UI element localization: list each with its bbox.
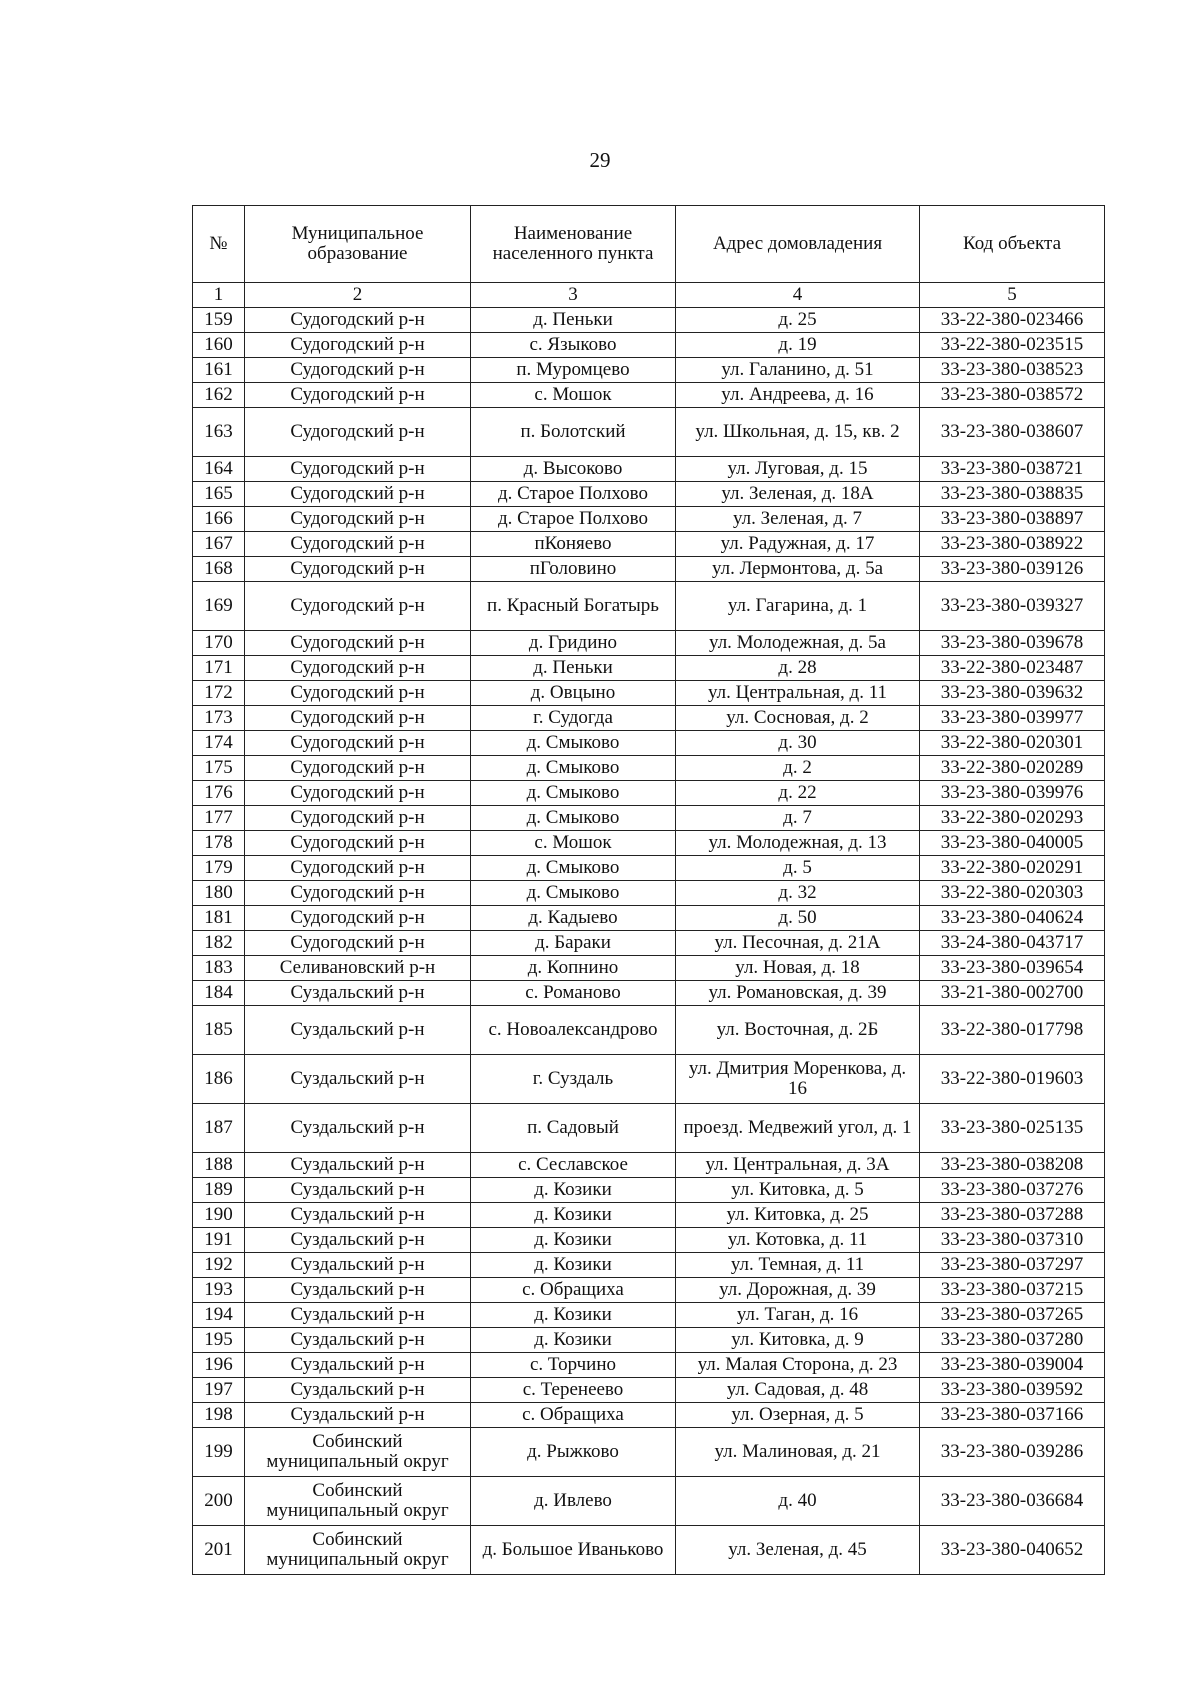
settlement-cell: г. Суздаль [471, 1055, 676, 1104]
address-cell: д. 7 [676, 806, 920, 831]
row-number: 191 [193, 1228, 245, 1253]
settlement-cell: д. Козики [471, 1328, 676, 1353]
settlement-cell: пГоловино [471, 557, 676, 582]
settlement-cell: д. Старое Полхово [471, 507, 676, 532]
table-row [193, 1253, 1105, 1278]
address-cell: проезд. Медвежий угол, д. 1 [676, 1104, 920, 1153]
row-number: 175 [193, 756, 245, 781]
municipality-cell: Суздальский р-н [245, 1303, 471, 1328]
settlement-cell: д. Козики [471, 1253, 676, 1278]
table-row [193, 1303, 1105, 1328]
table-row [193, 333, 1105, 358]
object-code-cell: 33-23-380-039977 [920, 706, 1105, 731]
column-number: 2 [245, 283, 471, 308]
object-code-cell: 33-23-380-039592 [920, 1378, 1105, 1403]
address-cell: ул. Дорожная, д. 39 [676, 1278, 920, 1303]
municipality-cell: Суздальский р-н [245, 981, 471, 1006]
object-code-cell: 33-23-380-038208 [920, 1153, 1105, 1178]
address-cell: ул. Сосновая, д. 2 [676, 706, 920, 731]
header-number: № [193, 206, 245, 283]
object-code-cell: 33-23-380-039327 [920, 582, 1105, 631]
row-number: 171 [193, 656, 245, 681]
row-number: 166 [193, 507, 245, 532]
object-code-cell: 33-23-380-036684 [920, 1477, 1105, 1526]
table-row [193, 1104, 1105, 1153]
row-number: 162 [193, 383, 245, 408]
object-code-cell: 33-23-380-039632 [920, 681, 1105, 706]
header-settlement: Наименование населенного пункта [471, 206, 676, 283]
object-code-cell: 33-21-380-002700 [920, 981, 1105, 1006]
object-code-cell: 33-22-380-023466 [920, 308, 1105, 333]
address-cell: ул. Китовка, д. 9 [676, 1328, 920, 1353]
table-row [193, 1153, 1105, 1178]
row-number: 169 [193, 582, 245, 631]
municipality-cell: Судогодский р-н [245, 731, 471, 756]
row-number: 159 [193, 308, 245, 333]
row-number: 170 [193, 631, 245, 656]
municipality-cell: Судогодский р-н [245, 333, 471, 358]
table-row [193, 457, 1105, 482]
row-number: 194 [193, 1303, 245, 1328]
municipality-cell: Суздальский р-н [245, 1228, 471, 1253]
municipality-cell: Суздальский р-н [245, 1153, 471, 1178]
table-row [193, 383, 1105, 408]
table-row [193, 756, 1105, 781]
settlement-cell: с. Романово [471, 981, 676, 1006]
municipality-cell: Суздальский р-н [245, 1006, 471, 1055]
municipality-cell: Судогодский р-н [245, 656, 471, 681]
row-number: 161 [193, 358, 245, 383]
settlement-cell: д. Овцыно [471, 681, 676, 706]
table-row [193, 408, 1105, 457]
object-code-cell: 33-23-380-037265 [920, 1303, 1105, 1328]
settlement-cell: с. Языково [471, 333, 676, 358]
municipality-cell: Судогодский р-н [245, 706, 471, 731]
row-number: 179 [193, 856, 245, 881]
object-code-cell: 33-23-380-038607 [920, 408, 1105, 457]
row-number: 190 [193, 1203, 245, 1228]
object-code-cell: 33-23-380-039126 [920, 557, 1105, 582]
row-number: 165 [193, 482, 245, 507]
object-code-cell: 33-22-380-020289 [920, 756, 1105, 781]
table-row [193, 532, 1105, 557]
column-number: 5 [920, 283, 1105, 308]
object-code-cell: 33-23-380-038922 [920, 532, 1105, 557]
address-cell: ул. Восточная, д. 2Б [676, 1006, 920, 1055]
table-row [193, 1178, 1105, 1203]
row-number: 185 [193, 1006, 245, 1055]
settlement-cell: с. Мошок [471, 383, 676, 408]
object-code-cell: 33-23-380-025135 [920, 1104, 1105, 1153]
address-cell: ул. Лермонтова, д. 5а [676, 557, 920, 582]
table-row [193, 358, 1105, 383]
row-number: 189 [193, 1178, 245, 1203]
table-row [193, 706, 1105, 731]
table-body [193, 308, 1105, 1575]
row-number: 201 [193, 1526, 245, 1575]
table-row [193, 881, 1105, 906]
table-row [193, 1526, 1105, 1575]
address-cell: ул. Таган, д. 16 [676, 1303, 920, 1328]
settlement-cell: д. Козики [471, 1228, 676, 1253]
object-code-cell: 33-23-380-038835 [920, 482, 1105, 507]
row-number: 193 [193, 1278, 245, 1303]
municipality-cell: Судогодский р-н [245, 457, 471, 482]
row-number: 172 [193, 681, 245, 706]
municipality-cell: Судогодский р-н [245, 408, 471, 457]
settlement-cell: с. Обращиха [471, 1403, 676, 1428]
municipality-cell: Судогодский р-н [245, 532, 471, 557]
row-number: 167 [193, 532, 245, 557]
table-row [193, 1378, 1105, 1403]
row-number: 176 [193, 781, 245, 806]
object-code-cell: 33-23-380-040652 [920, 1526, 1105, 1575]
row-number: 192 [193, 1253, 245, 1278]
row-number: 186 [193, 1055, 245, 1104]
address-cell: ул. Котовка, д. 11 [676, 1228, 920, 1253]
table-row [193, 1477, 1105, 1526]
address-cell: д. 28 [676, 656, 920, 681]
address-cell: ул. Зеленая, д. 45 [676, 1526, 920, 1575]
address-cell: д. 50 [676, 906, 920, 931]
municipality-cell: Судогодский р-н [245, 781, 471, 806]
row-number: 184 [193, 981, 245, 1006]
settlement-cell: д. Смыково [471, 806, 676, 831]
object-code-cell: 33-22-380-020301 [920, 731, 1105, 756]
table-row [193, 1428, 1105, 1477]
address-cell: ул. Зеленая, д. 18А [676, 482, 920, 507]
municipality-cell: Судогодский р-н [245, 856, 471, 881]
object-code-cell: 33-24-380-043717 [920, 931, 1105, 956]
row-number: 196 [193, 1353, 245, 1378]
settlement-cell: д. Смыково [471, 881, 676, 906]
table-row [193, 906, 1105, 931]
municipality-cell: Судогодский р-н [245, 308, 471, 333]
address-cell: ул. Центральная, д. 11 [676, 681, 920, 706]
settlement-cell: с. Торчино [471, 1353, 676, 1378]
address-cell: ул. Садовая, д. 48 [676, 1378, 920, 1403]
municipality-cell: Судогодский р-н [245, 806, 471, 831]
address-cell: ул. Малиновая, д. 21 [676, 1428, 920, 1477]
column-number-row [193, 283, 1105, 308]
municipality-cell: Селивановский р-н [245, 956, 471, 981]
municipality-cell: Суздальский р-н [245, 1353, 471, 1378]
row-number: 181 [193, 906, 245, 931]
row-number: 168 [193, 557, 245, 582]
table-row [193, 1203, 1105, 1228]
object-code-cell: 33-22-380-017798 [920, 1006, 1105, 1055]
municipality-cell: Суздальский р-н [245, 1104, 471, 1153]
municipality-cell: Судогодский р-н [245, 881, 471, 906]
settlement-cell: д. Козики [471, 1303, 676, 1328]
settlement-cell: д. Смыково [471, 856, 676, 881]
address-cell: ул. Китовка, д. 5 [676, 1178, 920, 1203]
address-cell: д. 5 [676, 856, 920, 881]
municipality-cell: Суздальский р-н [245, 1178, 471, 1203]
settlement-cell: п. Муромцево [471, 358, 676, 383]
table-row [193, 781, 1105, 806]
object-code-cell: 33-23-380-037280 [920, 1328, 1105, 1353]
object-code-cell: 33-22-380-020291 [920, 856, 1105, 881]
settlement-cell: п. Красный Богатырь [471, 582, 676, 631]
address-cell: д. 32 [676, 881, 920, 906]
object-code-cell: 33-22-380-023515 [920, 333, 1105, 358]
table-row [193, 1228, 1105, 1253]
municipality-cell: Собинский муниципальный округ [245, 1428, 471, 1477]
municipality-cell: Судогодский р-н [245, 582, 471, 631]
object-code-cell: 33-23-380-037166 [920, 1403, 1105, 1428]
settlement-cell: с. Теренеево [471, 1378, 676, 1403]
object-code-cell: 33-23-380-039976 [920, 781, 1105, 806]
row-number: 195 [193, 1328, 245, 1353]
municipality-cell: Суздальский р-н [245, 1055, 471, 1104]
header-municipality: Муниципальное образование [245, 206, 471, 283]
municipality-cell: Суздальский р-н [245, 1328, 471, 1353]
address-cell: д. 40 [676, 1477, 920, 1526]
settlement-cell: д. Пеньки [471, 656, 676, 681]
settlement-cell: д. Ивлево [471, 1477, 676, 1526]
settlement-cell: п. Садовый [471, 1104, 676, 1153]
settlement-cell: д. Копнино [471, 956, 676, 981]
municipality-cell: Суздальский р-н [245, 1278, 471, 1303]
object-code-cell: 33-22-380-023487 [920, 656, 1105, 681]
settlement-cell: д. Старое Полхово [471, 482, 676, 507]
property-registry-table [192, 205, 1105, 1575]
address-cell: ул. Радужная, д. 17 [676, 532, 920, 557]
object-code-cell: 33-23-380-039286 [920, 1428, 1105, 1477]
address-cell: ул. Галанино, д. 51 [676, 358, 920, 383]
column-number: 1 [193, 283, 245, 308]
address-cell: д. 25 [676, 308, 920, 333]
table-row [193, 1278, 1105, 1303]
table-row [193, 557, 1105, 582]
settlement-cell: д. Смыково [471, 756, 676, 781]
address-cell: ул. Озерная, д. 5 [676, 1403, 920, 1428]
table-row [193, 631, 1105, 656]
table-row [193, 308, 1105, 333]
settlement-cell: д. Кадыево [471, 906, 676, 931]
address-cell: ул. Молодежная, д. 13 [676, 831, 920, 856]
object-code-cell: 33-23-380-037310 [920, 1228, 1105, 1253]
row-number: 199 [193, 1428, 245, 1477]
object-code-cell: 33-23-380-038897 [920, 507, 1105, 532]
row-number: 164 [193, 457, 245, 482]
address-cell: д. 19 [676, 333, 920, 358]
address-cell: д. 22 [676, 781, 920, 806]
settlement-cell: с. Сеславское [471, 1153, 676, 1178]
settlement-cell: с. Новоалександрово [471, 1006, 676, 1055]
object-code-cell: 33-23-380-039004 [920, 1353, 1105, 1378]
header-row [193, 206, 1105, 283]
municipality-cell: Суздальский р-н [245, 1253, 471, 1278]
municipality-cell: Судогодский р-н [245, 681, 471, 706]
settlement-cell: д. Бараки [471, 931, 676, 956]
table-row [193, 831, 1105, 856]
table-row [193, 806, 1105, 831]
settlement-cell: д. Козики [471, 1203, 676, 1228]
settlement-cell: д. Козики [471, 1178, 676, 1203]
row-number: 187 [193, 1104, 245, 1153]
object-code-cell: 33-23-380-040624 [920, 906, 1105, 931]
address-cell: ул. Китовка, д. 25 [676, 1203, 920, 1228]
municipality-cell: Судогодский р-н [245, 358, 471, 383]
row-number: 182 [193, 931, 245, 956]
address-cell: ул. Луговая, д. 15 [676, 457, 920, 482]
table-row [193, 681, 1105, 706]
row-number: 197 [193, 1378, 245, 1403]
municipality-cell: Судогодский р-н [245, 906, 471, 931]
table-row [193, 956, 1105, 981]
municipality-cell: Судогодский р-н [245, 383, 471, 408]
row-number: 163 [193, 408, 245, 457]
object-code-cell: 33-23-380-037276 [920, 1178, 1105, 1203]
settlement-cell: д. Пеньки [471, 308, 676, 333]
address-cell: ул. Малая Сторона, д. 23 [676, 1353, 920, 1378]
table-row [193, 1328, 1105, 1353]
address-cell: ул. Молодежная, д. 5а [676, 631, 920, 656]
table-row [193, 931, 1105, 956]
object-code-cell: 33-23-380-039678 [920, 631, 1105, 656]
address-cell: ул. Андреева, д. 16 [676, 383, 920, 408]
table-row [193, 482, 1105, 507]
address-cell: ул. Новая, д. 18 [676, 956, 920, 981]
address-cell: ул. Песочная, д. 21А [676, 931, 920, 956]
object-code-cell: 33-23-380-038523 [920, 358, 1105, 383]
row-number: 200 [193, 1477, 245, 1526]
municipality-cell: Судогодский р-н [245, 482, 471, 507]
object-code-cell: 33-22-380-020293 [920, 806, 1105, 831]
settlement-cell: д. Большое Иваньково [471, 1526, 676, 1575]
table-row [193, 1353, 1105, 1378]
address-cell: ул. Зеленая, д. 7 [676, 507, 920, 532]
row-number: 180 [193, 881, 245, 906]
object-code-cell: 33-23-380-040005 [920, 831, 1105, 856]
municipality-cell: Судогодский р-н [245, 756, 471, 781]
municipality-cell: Собинский муниципальный округ [245, 1477, 471, 1526]
address-cell: ул. Темная, д. 11 [676, 1253, 920, 1278]
table-row [193, 1006, 1105, 1055]
header-address: Адрес домовладения [676, 206, 920, 283]
table-row [193, 656, 1105, 681]
municipality-cell: Суздальский р-н [245, 1203, 471, 1228]
object-code-cell: 33-23-380-038721 [920, 457, 1105, 482]
table-row [193, 507, 1105, 532]
table-row [193, 856, 1105, 881]
row-number: 173 [193, 706, 245, 731]
row-number: 188 [193, 1153, 245, 1178]
object-code-cell: 33-23-380-037297 [920, 1253, 1105, 1278]
row-number: 160 [193, 333, 245, 358]
settlement-cell: д. Смыково [471, 731, 676, 756]
municipality-cell: Судогодский р-н [245, 557, 471, 582]
object-code-cell: 33-22-380-019603 [920, 1055, 1105, 1104]
row-number: 177 [193, 806, 245, 831]
settlement-cell: с. Обращиха [471, 1278, 676, 1303]
municipality-cell: Судогодский р-н [245, 631, 471, 656]
header-object-code: Код объекта [920, 206, 1105, 283]
address-cell: ул. Гагарина, д. 1 [676, 582, 920, 631]
page-number: 29 [589, 148, 611, 172]
address-cell: д. 30 [676, 731, 920, 756]
table-row [193, 1403, 1105, 1428]
municipality-cell: Судогодский р-н [245, 507, 471, 532]
municipality-cell: Собинский муниципальный округ [245, 1526, 471, 1575]
row-number: 183 [193, 956, 245, 981]
object-code-cell: 33-22-380-020303 [920, 881, 1105, 906]
municipality-cell: Судогодский р-н [245, 831, 471, 856]
settlement-cell: д. Рыжково [471, 1428, 676, 1477]
settlement-cell: с. Мошок [471, 831, 676, 856]
object-code-cell: 33-23-380-037215 [920, 1278, 1105, 1303]
municipality-cell: Суздальский р-н [245, 1378, 471, 1403]
address-cell: ул. Дмитрия Моренкова, д. 16 [676, 1055, 920, 1104]
table-row [193, 1055, 1105, 1104]
settlement-cell: д. Гридино [471, 631, 676, 656]
settlement-cell: пКоняево [471, 532, 676, 557]
table-row [193, 731, 1105, 756]
settlement-cell: д. Смыково [471, 781, 676, 806]
settlement-cell: г. Судогда [471, 706, 676, 731]
address-cell: д. 2 [676, 756, 920, 781]
object-code-cell: 33-23-380-039654 [920, 956, 1105, 981]
column-number: 3 [471, 283, 676, 308]
column-number: 4 [676, 283, 920, 308]
address-cell: ул. Школьная, д. 15, кв. 2 [676, 408, 920, 457]
table-row [193, 981, 1105, 1006]
object-code-cell: 33-23-380-038572 [920, 383, 1105, 408]
address-cell: ул. Романовская, д. 39 [676, 981, 920, 1006]
row-number: 198 [193, 1403, 245, 1428]
row-number: 178 [193, 831, 245, 856]
table-row [193, 582, 1105, 631]
settlement-cell: д. Высоково [471, 457, 676, 482]
row-number: 174 [193, 731, 245, 756]
municipality-cell: Судогодский р-н [245, 931, 471, 956]
object-code-cell: 33-23-380-037288 [920, 1203, 1105, 1228]
settlement-cell: п. Болотский [471, 408, 676, 457]
table-header [193, 206, 1105, 308]
municipality-cell: Суздальский р-н [245, 1403, 471, 1428]
address-cell: ул. Центральная, д. 3А [676, 1153, 920, 1178]
